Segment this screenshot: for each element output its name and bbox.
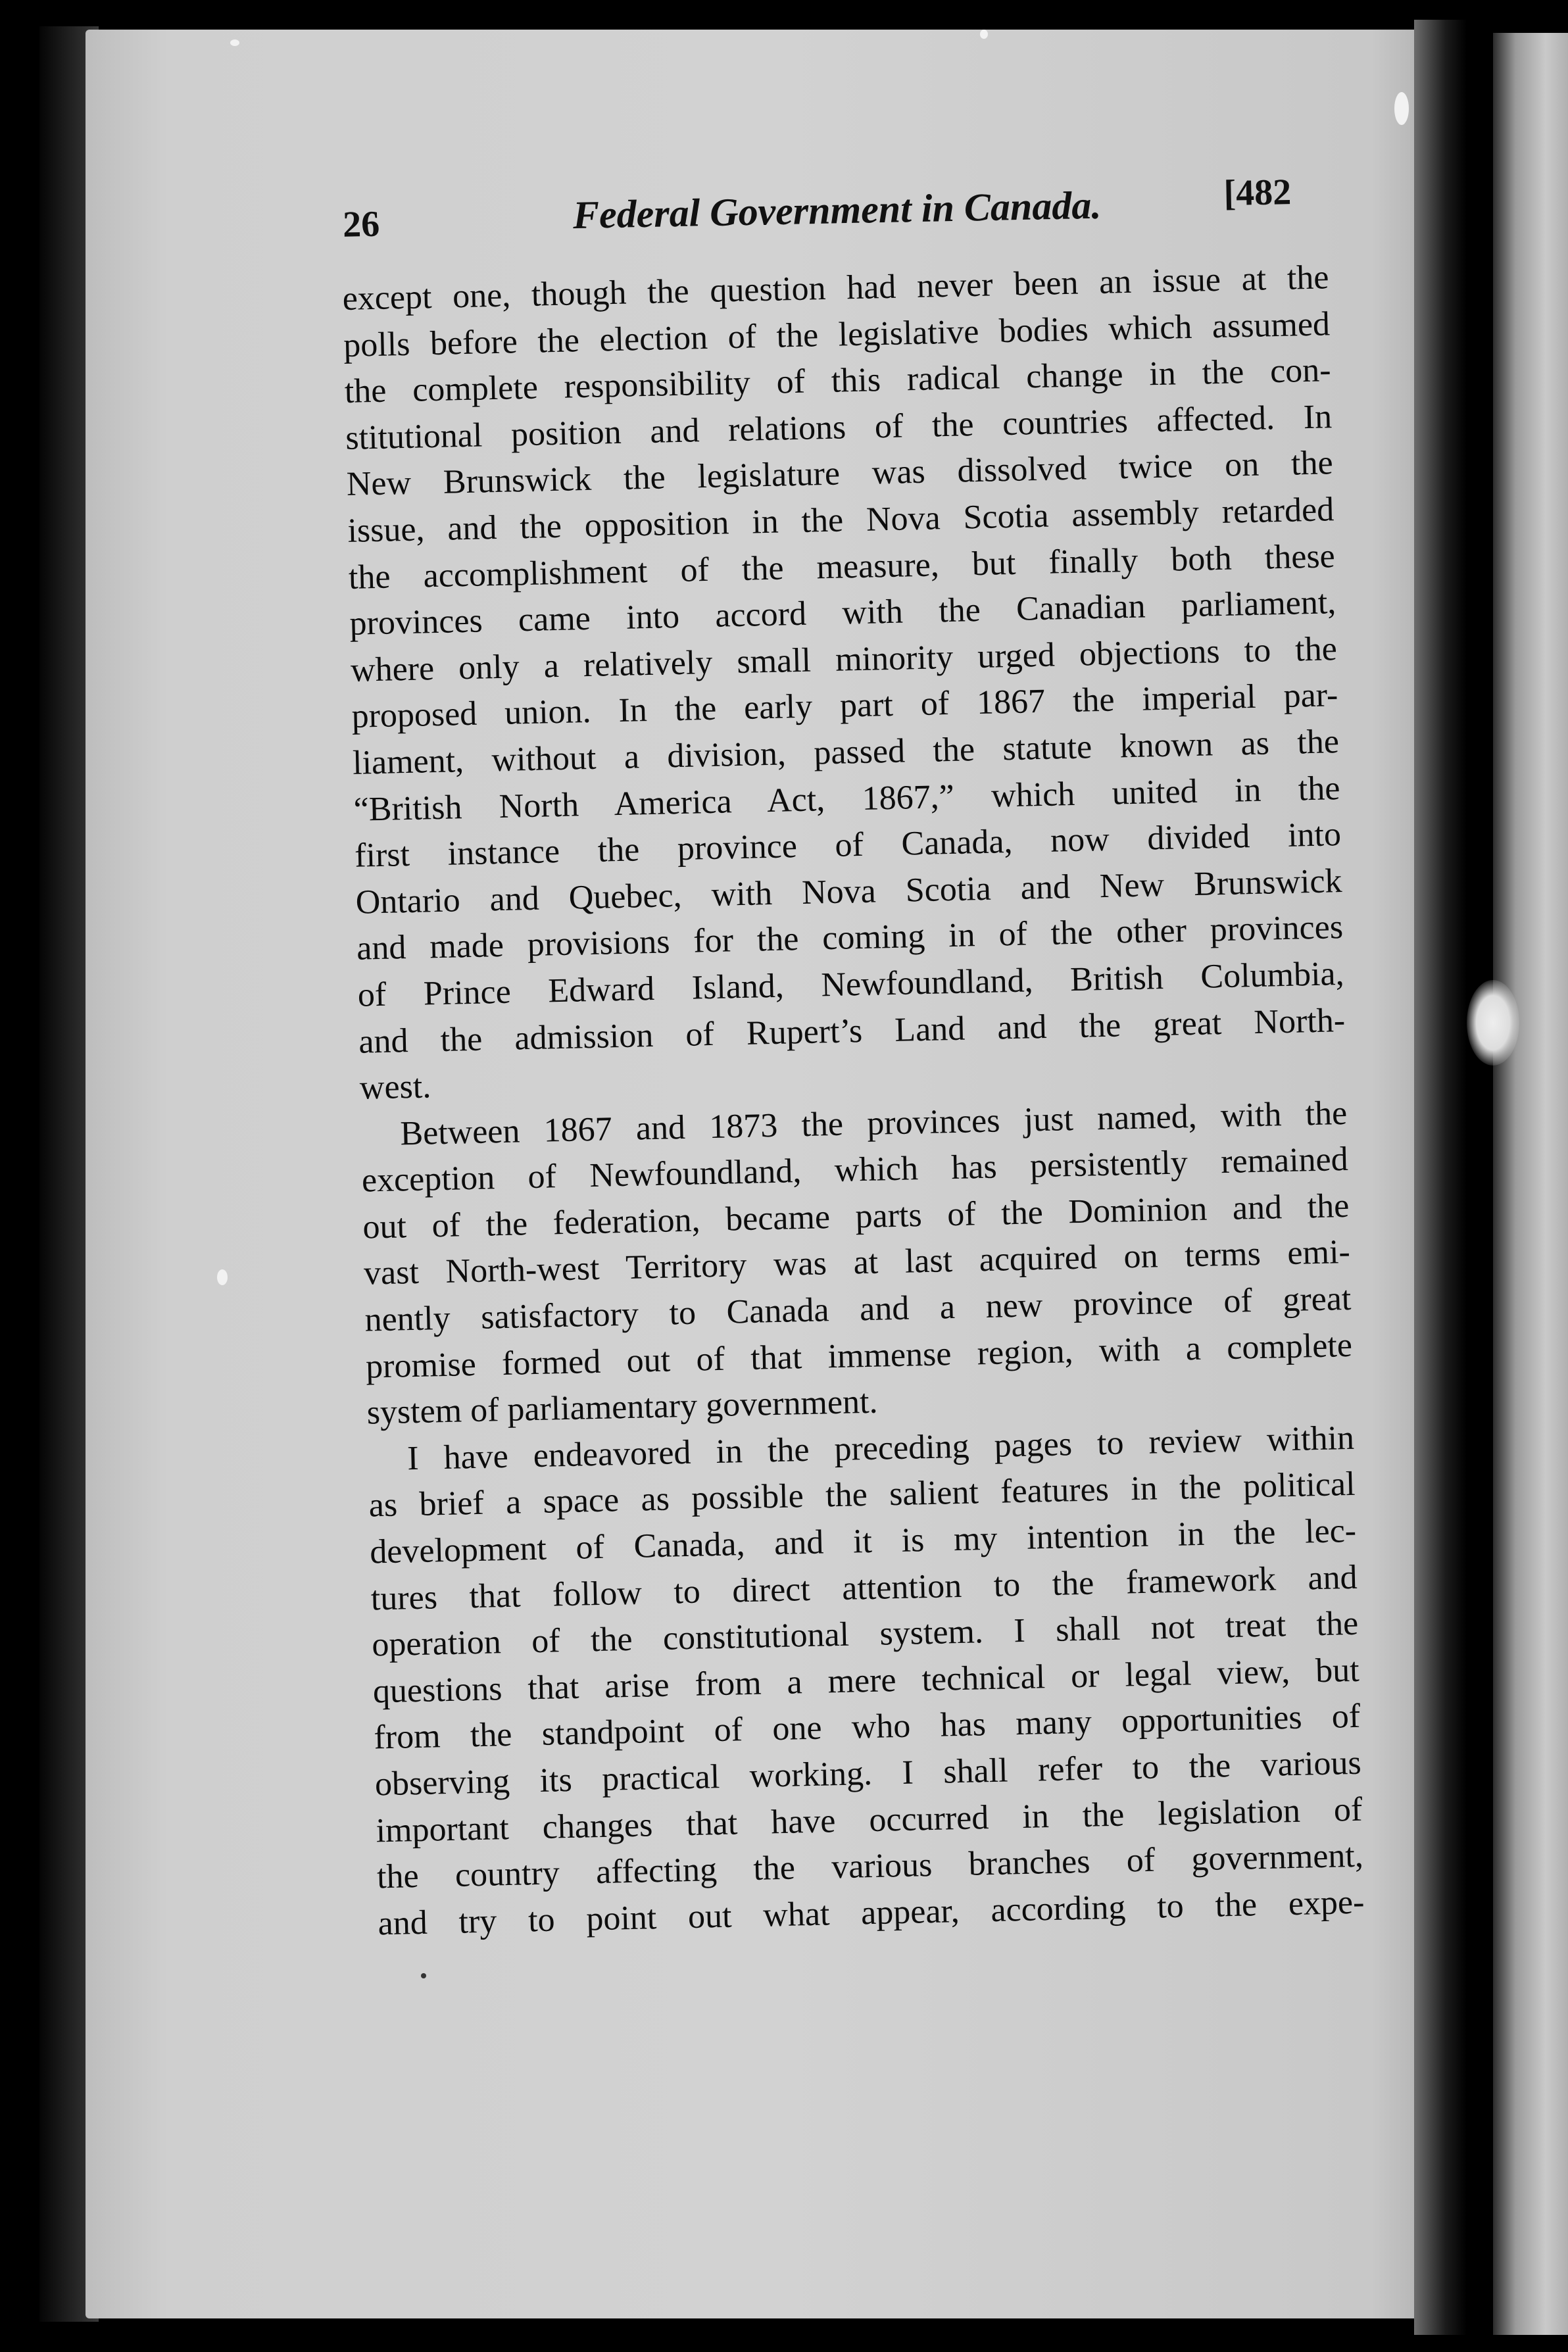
text-line: operation of the constitutional system. I shall not treat the bbox=[371, 1605, 1359, 1664]
facing-page-edge bbox=[1493, 33, 1568, 2335]
scan-speck bbox=[980, 30, 988, 39]
text-line: system of parliamentary government. bbox=[366, 1383, 879, 1432]
body-text bbox=[342, 255, 1365, 1947]
scan-speck bbox=[217, 1269, 228, 1285]
text-line: except one, though the question had never been an issue at the bbox=[342, 258, 1330, 318]
text-line: the complete responsibility of this radical change in the con- bbox=[344, 351, 1332, 411]
text-line: and try to point out what appear, according to the expe- bbox=[378, 1883, 1365, 1943]
running-title: Federal Government in Canada. bbox=[572, 183, 1102, 237]
text-line: of Prince Edward Island, Newfoundland, British Columbia, bbox=[357, 954, 1345, 1014]
page-number: 26 bbox=[342, 203, 380, 245]
scan-dot bbox=[421, 1973, 426, 1978]
text-line: promise formed out of that immense region, with a complete bbox=[365, 1326, 1353, 1386]
text-line: out of the federation, became parts of the Dominion and the bbox=[362, 1187, 1350, 1246]
text-line: liament, without a division, passed the statute known as the bbox=[352, 723, 1340, 782]
text-line: provinces came into accord with the Canadian parliament, bbox=[349, 583, 1336, 643]
text-line: the accomplishment of the measure, but finally both these bbox=[348, 537, 1336, 597]
text-line: first instance the province of Canada, now divided into bbox=[354, 816, 1342, 875]
text-line: stitutional position and relations of the countries affected. In bbox=[345, 398, 1333, 457]
text-line: from the standpoint of one who has many opportunities of bbox=[373, 1698, 1361, 1757]
text-line: “British North America Act, 1867,” which united in the bbox=[353, 769, 1340, 829]
text-line: nently satisfactory to Canada and a new province of great bbox=[364, 1279, 1352, 1339]
text-line: New Brunswick the legislature was dissolved twice on the bbox=[346, 444, 1334, 504]
scan-speck bbox=[1394, 92, 1409, 125]
text-line: questions that arise from a mere technical or legal view, but bbox=[372, 1651, 1360, 1711]
bracketed-page-number: [482 bbox=[1223, 172, 1292, 214]
text-line: tures that follow to direct attention to the framework and bbox=[370, 1558, 1358, 1618]
text-line: issue, and the opposition in the Nova Scotia assembly retarded bbox=[347, 491, 1335, 550]
text-line: west. bbox=[359, 1067, 431, 1107]
scan-smudge bbox=[1467, 980, 1519, 1066]
text-line: important changes that have occurred in the legislation of bbox=[375, 1790, 1363, 1850]
text-line: and the admission of Rupert’s Land and the great North- bbox=[358, 1001, 1346, 1061]
text-line: and made provisions for the coming in of the other provinces bbox=[356, 908, 1344, 968]
scan-speck bbox=[230, 39, 239, 46]
text-line: I have endeavored in the preceding pages to review within bbox=[406, 1419, 1355, 1478]
text-line: Between 1867 and 1873 the provinces just named, with the bbox=[399, 1094, 1348, 1153]
text-line: where only a relatively small minority urged objections to the bbox=[350, 629, 1338, 689]
text-line: development of Canada, and it is my intention in the lec- bbox=[369, 1511, 1357, 1571]
text-line: the country affecting the various branches of government, bbox=[376, 1836, 1364, 1896]
page-gutter-shadow bbox=[1414, 20, 1467, 2335]
text-line: vast North-west Territory was at last acquired on terms emi- bbox=[363, 1233, 1351, 1293]
text-line: polls before the election of the legislative bodies which assumed bbox=[343, 305, 1331, 364]
text-line: observing its practical working. I shall refer to the various bbox=[374, 1744, 1362, 1803]
text-line: exception of Newfoundland, which has persistently remained bbox=[361, 1140, 1349, 1200]
text-line: Ontario and Quebec, with Nova Scotia and New Brunswick bbox=[355, 862, 1343, 921]
text-line: proposed union. In the early part of 1867 the imperial par- bbox=[351, 676, 1338, 736]
text-line: as brief a space as possible the salient features in the political bbox=[368, 1465, 1356, 1525]
